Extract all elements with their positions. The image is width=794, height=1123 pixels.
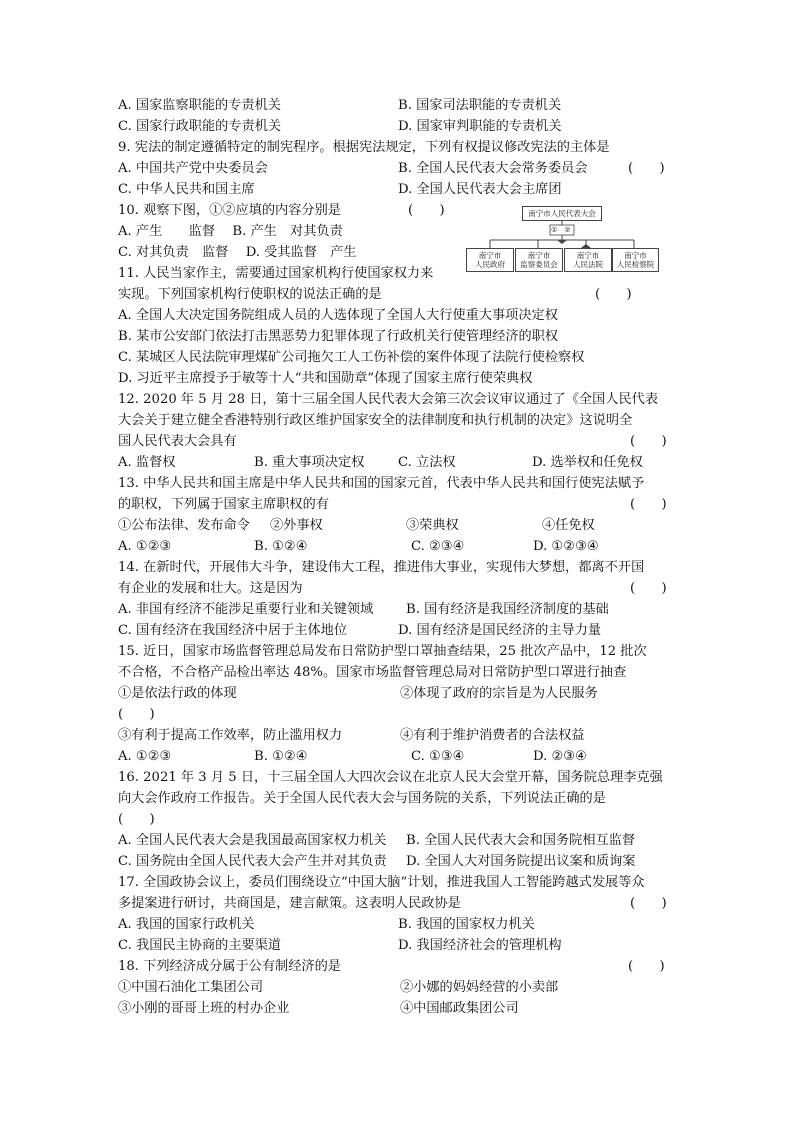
q9-option-d: D. 全国人民代表大会主席团 [398, 182, 562, 197]
q15-option-c: C. ①③④ [411, 749, 465, 764]
q13-stem-line2: 的职权，下列属于国家主席职权的有 [118, 497, 329, 512]
q11-option-d: D. 习近平主席授予于敏等十人“共和国勋章”体现了国家主席行使荣典权 [118, 371, 533, 386]
q12-stem-line1: 12. 2020 年 5 月 28 日，第十三届全国人民代表大会第三次会议审议通过了《全国人民代表 [118, 392, 659, 407]
q15-item-1: ①是依法行政的体现 [118, 686, 237, 701]
q13-answer-paren: ( ) [630, 497, 667, 512]
q10-options-cd: C. 对其负责 监督 D. 受其监督 产生 [118, 245, 357, 260]
q15-item-3: ③有利于提高工作效率，防止滥用权力 [118, 728, 343, 743]
q17-option-c: C. 我国民主协商的主要渠道 [118, 938, 282, 953]
q13-option-d: D. ①②③④ [533, 539, 599, 554]
q11-stem-line1: 11. 人民当家作主，需要通过国家机构行使国家权力来 [118, 266, 434, 281]
q14-option-b: B. 国有经济是我国经济制度的基础 [406, 602, 609, 617]
q9-stem: 9. 宪法的制定遵循特定的制宪程序。根据宪法规定，下列有权提议修改宪法的主体是 [118, 140, 610, 155]
q10-answer-paren: ( ) [408, 203, 445, 218]
q17-option-a: A. 我国的国家行政机关 [118, 917, 255, 932]
q13-item-4: ④任免权 [542, 518, 595, 533]
q15-option-a: A. ①②③ [118, 749, 172, 764]
q12-stem-line2: 大会关于建立健全香港特别行政区维护国家安全的法律制度和执行机制的决定》这说明全 [118, 413, 633, 428]
q11-answer-paren: ( ) [595, 287, 632, 302]
q8-option-a: A. 国家监察职能的专责机关 [118, 98, 281, 113]
diagram-box-court: 南宁市 人民法院 [564, 248, 612, 272]
q13-stem-line1: 13. 中华人民共和国主席是中华人民共和国的国家元首，代表中华人民共和国行使宪法赋予 [118, 476, 645, 491]
q11-option-a: A. 全国人大决定国务院组成人员的人选体现了全国人大行使重大事项决定权 [118, 308, 558, 323]
q13-option-c: C. ②③④ [411, 539, 465, 554]
q12-option-c: C. 立法权 [398, 455, 456, 470]
q9-option-a: A. 中国共产党中央委员会 [118, 161, 268, 176]
q15-item-2: ②体现了政府的宗旨是为人民服务 [400, 686, 598, 701]
diagram-box-congress: 南宁市人民代表大会 [522, 206, 602, 221]
q15-option-d: D. ②③④ [533, 749, 587, 764]
q18-item-3: ③小刚的哥哥上班的村办企业 [118, 1001, 290, 1016]
q17-option-b: B. 我国的国家权力机关 [398, 917, 535, 932]
q14-stem-line1: 14. 在新时代，开展伟大斗争，建设伟大工程，推进伟大事业，实现伟大梦想，都离不开国 [118, 560, 645, 575]
q13-item-2: ②外事权 [270, 518, 323, 533]
q8-option-c: C. 国家行政职能的专责机关 [118, 119, 282, 134]
q18-item-2: ②小娜的妈妈经营的小卖部 [400, 980, 559, 995]
q18-answer-paren: ( ) [628, 959, 665, 974]
q17-option-d: D. 我国经济社会的管理机构 [398, 938, 562, 953]
q15-stem-line1: 15. 近日，国家市场监督管理总局发布日常防护型口罩抽查结果，25 批次产品中，12 批次 [118, 644, 647, 659]
q12-option-d: D. 选举权和任免权 [532, 455, 643, 470]
q14-option-c: C. 国有经济在我国经济中居于主体地位 [118, 623, 348, 638]
q8-option-b: B. 国家司法职能的专责机关 [398, 98, 562, 113]
government-structure-diagram [466, 204, 658, 272]
q15-stem-line2: 不合格，不合格产品检出率达 48%。国家市场监督管理总局对日常防护型口罩进行抽查 [118, 665, 627, 680]
q12-stem-line3: 国人民代表大会具有 [118, 434, 237, 449]
q16-option-c: C. 国务院由全国人民代表大会产生并对其负责 [118, 854, 387, 869]
q17-answer-paren: ( ) [630, 896, 667, 911]
q12-option-a: A. 监督权 [118, 455, 176, 470]
q15-option-b: B. ①②④ [254, 749, 308, 764]
diagram-box-government: 南宁市 人民政府 [466, 248, 514, 272]
q15-item-4: ④有利于维护消费者的合法权益 [400, 728, 585, 743]
q16-option-b: B. 全国人民代表大会和国务院相互监督 [406, 833, 636, 848]
q11-option-c: C. 某城区人民法院审理煤矿公司拖欠工人工伤补偿的案件体现了法院行使检察权 [118, 350, 585, 365]
q11-stem-line2: 实现。下列国家机构行使职权的说法正确的是 [118, 287, 382, 302]
q10-stem: 10. 观察下图，①②应填的内容分别是 [118, 203, 341, 218]
diagram-box-supervision: 南宁市 监察委员会 [515, 248, 563, 272]
q18-item-1: ①中国石油化工集团公司 [118, 980, 264, 995]
diagram-blank-marks: ① ② [551, 226, 571, 234]
q14-answer-paren: ( ) [630, 581, 667, 596]
q9-answer-paren: ( ) [628, 161, 665, 176]
q14-option-d: D. 国有经济是国民经济的主导力量 [398, 623, 602, 638]
q15-answer-paren: ( ) [118, 707, 155, 722]
q14-option-a: A. 非国有经济不能涉足重要行业和关键领域 [118, 602, 374, 617]
q16-option-d: D. 全国人大对国务院提出议案和质询案 [406, 854, 636, 869]
diagram-box-procuratorate: 南宁市 人民检察院 [612, 248, 659, 272]
q13-option-a: A. ①②③ [118, 539, 172, 554]
q12-answer-paren: ( ) [630, 434, 667, 449]
q10-options-ab: A. 产生 监督 B. 产生 对其负责 [118, 224, 343, 239]
q16-answer-paren: ( ) [118, 812, 155, 827]
q9-option-c: C. 中华人民共和国主席 [118, 182, 255, 197]
q9-option-b: B. 全国人民代表大会常务委员会 [398, 161, 588, 176]
q13-option-b: B. ①②④ [254, 539, 308, 554]
q8-option-d: D. 国家审判职能的专责机关 [398, 119, 562, 134]
q12-option-b: B. 重大事项决定权 [254, 455, 365, 470]
q14-stem-line2: 有企业的发展和壮大。这是因为 [118, 581, 303, 596]
q18-stem: 18. 下列经济成分属于公有制经济的是 [118, 959, 341, 974]
q16-option-a: A. 全国人民代表大会是我国最高国家权力机关 [118, 833, 387, 848]
q17-stem-line2: 多提案进行研讨，共商国是，建言献策。这表明人民政协是 [118, 896, 461, 911]
q17-stem-line1: 17. 全国政协会议上，委员们围绕设立“中国大脑”计划，推进我国人工智能跨越式发展等众 [118, 875, 645, 890]
q13-item-3: ③荣典权 [406, 518, 459, 533]
q11-option-b: B. 某市公安部门依法打击黑恶势力犯罪体现了行政机关行使管理经济的职权 [118, 329, 559, 344]
q18-item-4: ④中国邮政集团公司 [400, 1001, 519, 1016]
q13-item-1: ①公布法律、发布命令 [118, 518, 250, 533]
q16-stem-line1: 16. 2021 年 3 月 5 日，十三届全国人大四次会议在北京人民大会堂开幕，国务院总理李克强 [118, 770, 663, 785]
q16-stem-line2: 向大会作政府工作报告。关于全国人民代表大会与国务院的关系，下列说法正确的是 [118, 791, 606, 806]
